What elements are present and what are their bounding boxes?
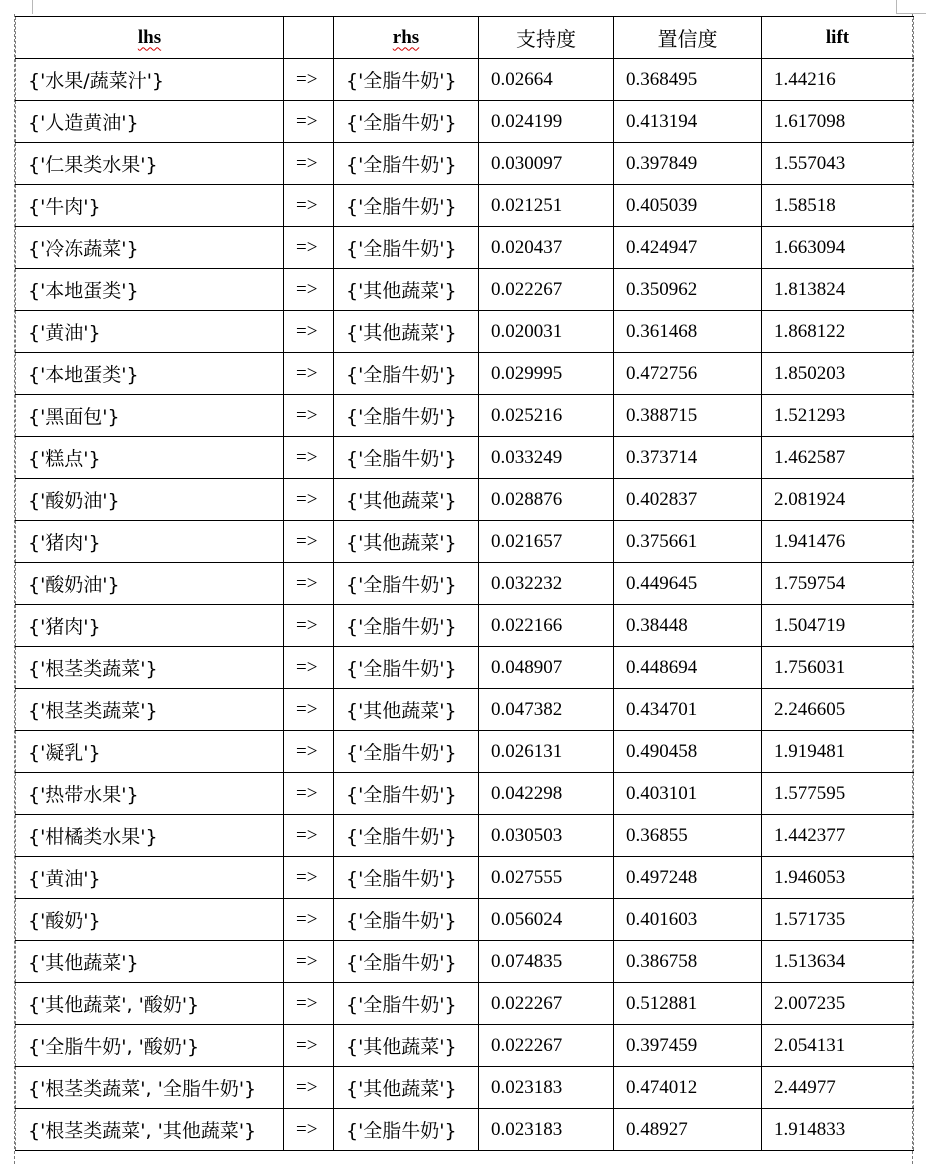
table-row [16,983,914,1025]
cell-support: 0.02664 [479,59,614,101]
cell-lhs: {'猪肉'} [16,605,284,647]
cell-support: 0.048907 [479,647,614,689]
cell-lift: 1.504719 [762,605,914,647]
cell-support: 0.022267 [479,1025,614,1067]
cell-lhs: {'黑面包'} [16,395,284,437]
cell-lift: 1.813824 [762,269,914,311]
cell-confidence: 0.448694 [614,647,762,689]
table-row [16,605,914,647]
table-row [16,899,914,941]
cell-confidence: 0.368495 [614,59,762,101]
cell-lhs: {'牛肉'} [16,185,284,227]
cell-lift: 1.577595 [762,773,914,815]
cell-confidence: 0.424947 [614,227,762,269]
cell-support: 0.022166 [479,605,614,647]
cell-support: 0.028876 [479,479,614,521]
cell-rhs: {'全脂牛奶'} [334,59,479,101]
cell-confidence: 0.397459 [614,1025,762,1067]
cell-confidence: 0.490458 [614,731,762,773]
cell-rhs: {'全脂牛奶'} [334,605,479,647]
cell-support: 0.023183 [479,1067,614,1109]
cell-arrow: => [284,731,334,773]
cell-arrow: => [284,647,334,689]
header-lhs-text: lhs [137,26,162,48]
cell-lift: 1.663094 [762,227,914,269]
cell-support: 0.047382 [479,689,614,731]
cell-arrow: => [284,1067,334,1109]
table-row [16,773,914,815]
cell-lift: 1.617098 [762,101,914,143]
cell-arrow: => [284,143,334,185]
cell-lhs: {'黄油'} [16,311,284,353]
table-row [16,731,914,773]
cell-rhs: {'全脂牛奶'} [334,941,479,983]
cell-rhs: {'全脂牛奶'} [334,773,479,815]
cell-arrow: => [284,689,334,731]
cell-lhs: {'全脂牛奶', '酸奶'} [16,1025,284,1067]
cell-lhs: {'人造黄油'} [16,101,284,143]
table-row [16,689,914,731]
cell-support: 0.021251 [479,185,614,227]
cell-support: 0.074835 [479,941,614,983]
cell-rhs: {'全脂牛奶'} [334,143,479,185]
page-corner-mark-left [32,0,33,14]
cell-lhs: {'酸奶'} [16,899,284,941]
cell-rhs: {'全脂牛奶'} [334,227,479,269]
cell-lift: 2.246605 [762,689,914,731]
table-row [16,101,914,143]
cell-rhs: {'其他蔬菜'} [334,689,479,731]
cell-lhs: {'仁果类水果'} [16,143,284,185]
table-row [16,857,914,899]
table-row [16,227,914,269]
cell-rhs: {'全脂牛奶'} [334,647,479,689]
cell-lift: 1.946053 [762,857,914,899]
header-rhs-text: rhs [392,26,420,48]
cell-rhs: {'全脂牛奶'} [334,185,479,227]
cell-lift: 1.868122 [762,311,914,353]
cell-lhs: {'黄油'} [16,857,284,899]
cell-arrow: => [284,311,334,353]
cell-confidence: 0.373714 [614,437,762,479]
table-row [16,437,914,479]
cell-arrow: => [284,857,334,899]
table-body [16,59,914,1151]
cell-arrow: => [284,185,334,227]
cell-arrow: => [284,1025,334,1067]
cell-confidence: 0.386758 [614,941,762,983]
cell-confidence: 0.375661 [614,521,762,563]
cell-support: 0.020031 [479,311,614,353]
table-row [16,1067,914,1109]
table-row [16,941,914,983]
cell-lift: 2.054131 [762,1025,914,1067]
cell-lift: 1.521293 [762,395,914,437]
cell-confidence: 0.36855 [614,815,762,857]
cell-rhs: {'全脂牛奶'} [334,101,479,143]
header-rhs [334,17,479,59]
cell-confidence: 0.397849 [614,143,762,185]
cell-lhs: {'酸奶油'} [16,563,284,605]
cell-lhs: {'热带水果'} [16,773,284,815]
table-row [16,815,914,857]
cell-confidence: 0.38448 [614,605,762,647]
cell-rhs: {'其他蔬菜'} [334,311,479,353]
cell-lift: 1.571735 [762,899,914,941]
cell-rhs: {'全脂牛奶'} [334,857,479,899]
cell-confidence: 0.388715 [614,395,762,437]
cell-arrow: => [284,101,334,143]
cell-rhs: {'全脂牛奶'} [334,563,479,605]
table-row [16,1109,914,1151]
header-confidence: 置信度 [614,17,762,59]
cell-rhs: {'其他蔬菜'} [334,479,479,521]
cell-lhs: {'柑橘类水果'} [16,815,284,857]
cell-rhs: {'全脂牛奶'} [334,899,479,941]
cell-arrow: => [284,983,334,1025]
cell-lhs: {'根茎类蔬菜', '全脂牛奶'} [16,1067,284,1109]
cell-lift: 1.58518 [762,185,914,227]
cell-arrow: => [284,479,334,521]
cell-confidence: 0.413194 [614,101,762,143]
cell-lhs: {'本地蛋类'} [16,353,284,395]
table-row [16,311,914,353]
header-support: 支持度 [479,17,614,59]
cell-support: 0.027555 [479,857,614,899]
table-row [16,479,914,521]
cell-arrow: => [284,899,334,941]
cell-confidence: 0.48927 [614,1109,762,1151]
table-row [16,353,914,395]
cell-rhs: {'其他蔬菜'} [334,1025,479,1067]
cell-lhs: {'酸奶油'} [16,479,284,521]
cell-lhs: {'猪肉'} [16,521,284,563]
cell-rhs: {'全脂牛奶'} [334,731,479,773]
cell-lhs: {'根茎类蔬菜'} [16,689,284,731]
cell-arrow: => [284,1109,334,1151]
table-header-row [16,17,914,59]
cell-lift: 1.513634 [762,941,914,983]
cell-lift: 1.914833 [762,1109,914,1151]
cell-lift: 1.557043 [762,143,914,185]
cell-lift: 1.850203 [762,353,914,395]
cell-lift: 1.462587 [762,437,914,479]
table-row [16,521,914,563]
cell-arrow: => [284,395,334,437]
cell-lhs: {'其他蔬菜'} [16,941,284,983]
cell-support: 0.024199 [479,101,614,143]
cell-rhs: {'全脂牛奶'} [334,395,479,437]
cell-arrow: => [284,941,334,983]
cell-confidence: 0.402837 [614,479,762,521]
cell-arrow: => [284,353,334,395]
cell-lhs: {'凝乳'} [16,731,284,773]
cell-support: 0.022267 [479,269,614,311]
cell-lift: 1.759754 [762,563,914,605]
cell-lift: 1.941476 [762,521,914,563]
cell-confidence: 0.361468 [614,311,762,353]
cell-lift: 1.919481 [762,731,914,773]
cell-lift: 1.442377 [762,815,914,857]
page-corner-mark-right-horizontal [896,13,926,14]
cell-rhs: {'全脂牛奶'} [334,815,479,857]
cell-confidence: 0.405039 [614,185,762,227]
cell-support: 0.021657 [479,521,614,563]
cell-confidence: 0.401603 [614,899,762,941]
table-row [16,185,914,227]
cell-support: 0.029995 [479,353,614,395]
table-row [16,395,914,437]
cell-confidence: 0.472756 [614,353,762,395]
cell-confidence: 0.512881 [614,983,762,1025]
cell-support: 0.025216 [479,395,614,437]
cell-support: 0.033249 [479,437,614,479]
cell-support: 0.030097 [479,143,614,185]
cell-arrow: => [284,59,334,101]
cell-lhs: {'水果/蔬菜汁'} [16,59,284,101]
table-row [16,563,914,605]
cell-lift: 2.44977 [762,1067,914,1109]
cell-lhs: {'冷冻蔬菜'} [16,227,284,269]
cell-confidence: 0.403101 [614,773,762,815]
cell-lhs: {'根茎类蔬菜', '其他蔬菜'} [16,1109,284,1151]
cell-lift: 2.081924 [762,479,914,521]
cell-arrow: => [284,437,334,479]
cell-arrow: => [284,269,334,311]
cell-support: 0.056024 [479,899,614,941]
cell-lhs: {'本地蛋类'} [16,269,284,311]
cell-arrow: => [284,815,334,857]
cell-rhs: {'其他蔬菜'} [334,521,479,563]
header-lift: lift [762,17,914,59]
cell-lhs: {'糕点'} [16,437,284,479]
table-row [16,143,914,185]
cell-confidence: 0.497248 [614,857,762,899]
table-row [16,647,914,689]
cell-arrow: => [284,605,334,647]
cell-support: 0.030503 [479,815,614,857]
cell-support: 0.026131 [479,731,614,773]
table-row [16,1025,914,1067]
page-corner-mark-right [896,0,897,14]
header-lhs [16,17,284,59]
cell-support: 0.020437 [479,227,614,269]
cell-rhs: {'全脂牛奶'} [334,353,479,395]
table-row [16,269,914,311]
cell-rhs: {'全脂牛奶'} [334,983,479,1025]
cell-arrow: => [284,563,334,605]
cell-lift: 1.756031 [762,647,914,689]
cell-support: 0.042298 [479,773,614,815]
cell-lhs: {'根茎类蔬菜'} [16,647,284,689]
cell-confidence: 0.350962 [614,269,762,311]
cell-lift: 2.007235 [762,983,914,1025]
cell-arrow: => [284,227,334,269]
cell-lhs: {'其他蔬菜', '酸奶'} [16,983,284,1025]
table-row [16,59,914,101]
cell-confidence: 0.434701 [614,689,762,731]
cell-rhs: {'其他蔬菜'} [334,1067,479,1109]
cell-confidence: 0.449645 [614,563,762,605]
cell-rhs: {'其他蔬菜'} [334,269,479,311]
cell-confidence: 0.474012 [614,1067,762,1109]
association-rules-table [15,16,914,1151]
header-arrow [284,17,334,59]
cell-support: 0.022267 [479,983,614,1025]
cell-arrow: => [284,773,334,815]
cell-lift: 1.44216 [762,59,914,101]
cell-support: 0.023183 [479,1109,614,1151]
cell-rhs: {'全脂牛奶'} [334,1109,479,1151]
cell-support: 0.032232 [479,563,614,605]
cell-rhs: {'全脂牛奶'} [334,437,479,479]
cell-arrow: => [284,521,334,563]
